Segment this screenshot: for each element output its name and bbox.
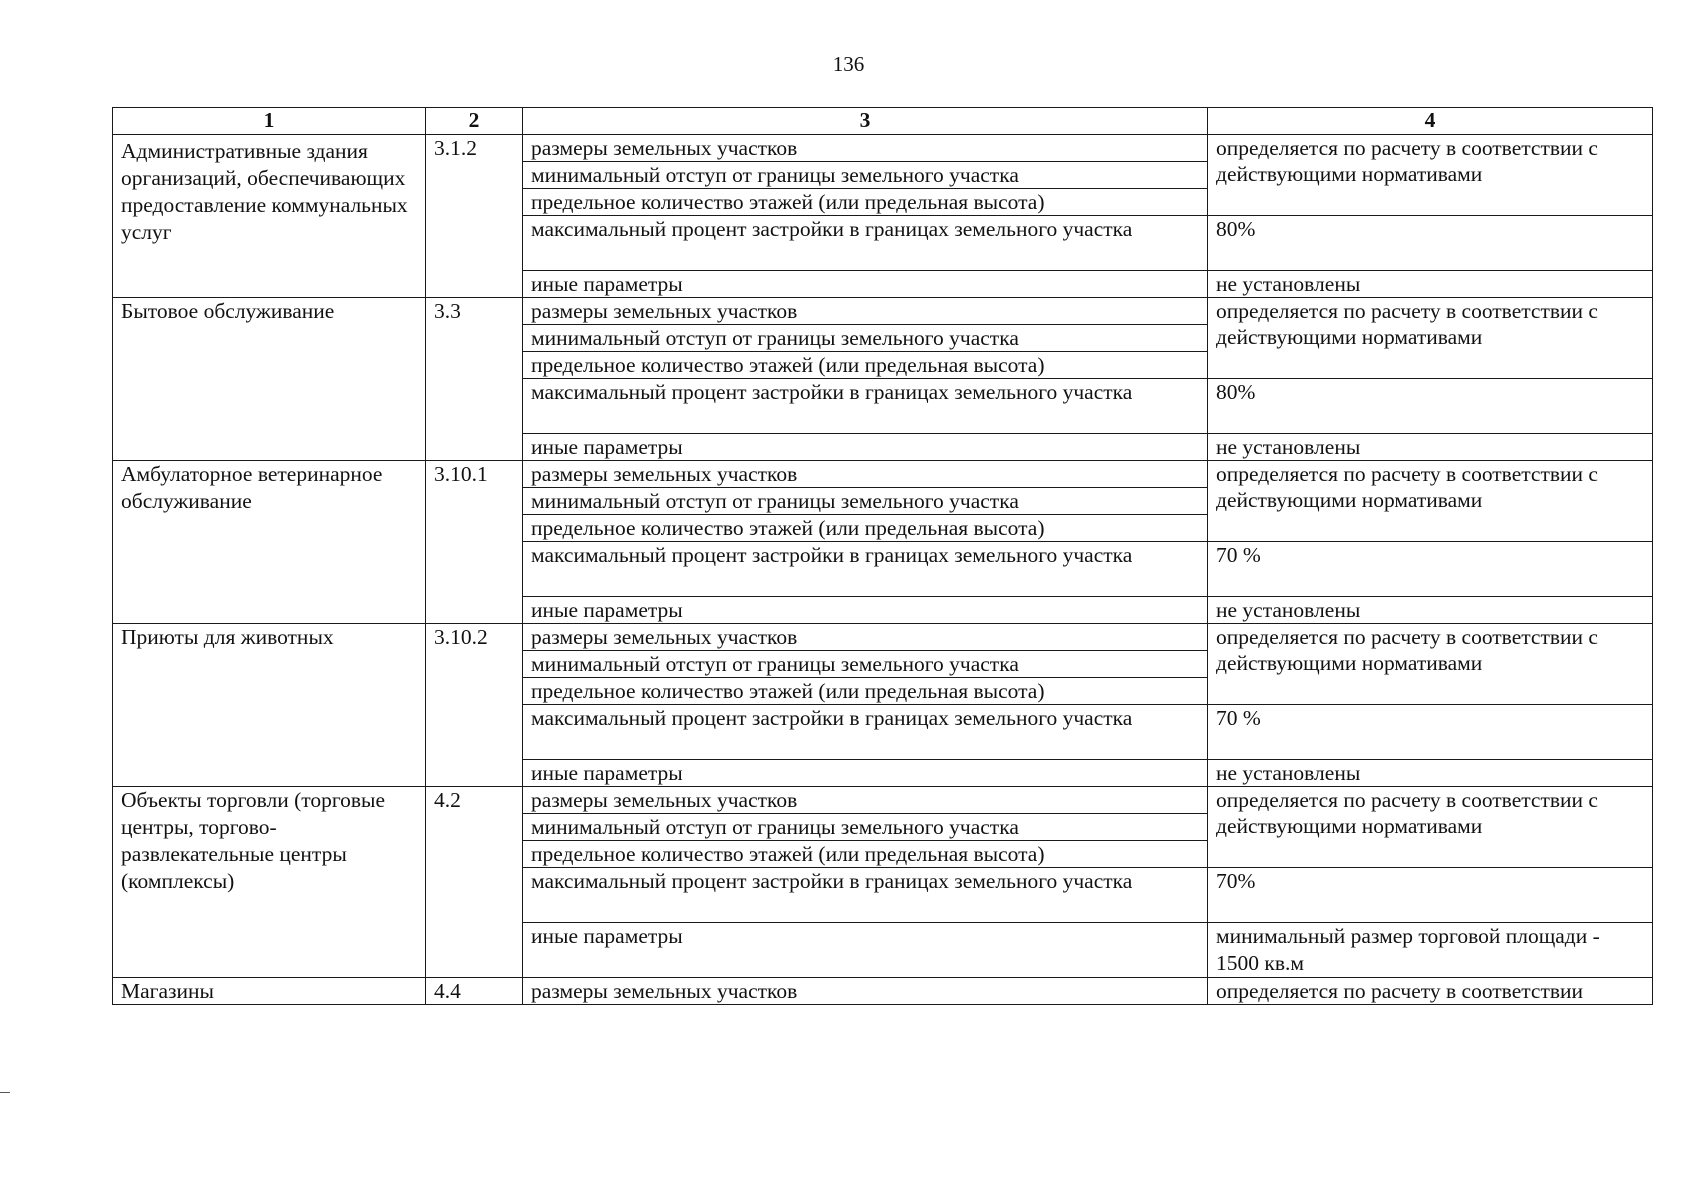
header-row [113,108,1653,135]
value-cell: определяется по расчету в соответствии [1208,978,1653,1005]
param-cell: предельное количество этажей (или предельная высота) [523,189,1208,216]
param-cell: иные параметры [523,271,1208,298]
param-cell: максимальный процент застройки в границах земельного участка [523,542,1208,597]
table-row [113,298,1653,325]
param-cell: минимальный отступ от границы земельного участка [523,325,1208,352]
use-type-code: 3.3 [426,298,523,461]
value-cell: 70 % [1208,705,1653,760]
value-cell: определяется по расчету в соответствии с действующими нормативами [1208,298,1653,379]
use-type-code: 3.10.2 [426,624,523,787]
use-type-name: Приюты для животных [113,624,426,787]
value-cell: не установлены [1208,271,1653,298]
use-type-code: 4.4 [426,978,523,1005]
margin-mark [0,1092,10,1093]
use-type-name: Административные здания организаций, обеспечивающих предоставление коммунальных услуг [113,135,426,298]
use-type-code: 4.2 [426,787,523,978]
param-cell: размеры земельных участков [523,787,1208,814]
table-row [113,461,1653,488]
value-cell: не установлены [1208,760,1653,787]
column-header-1: 1 [113,108,426,135]
use-type-name: Бытовое обслуживание [113,298,426,461]
value-cell: определяется по расчету в соответствии с действующими нормативами [1208,135,1653,216]
table-row [113,624,1653,651]
page-number: 136 [832,52,865,76]
param-cell: предельное количество этажей (или предельная высота) [523,515,1208,542]
use-type-code: 3.1.2 [426,135,523,298]
value-cell: 70 % [1208,542,1653,597]
param-cell: иные параметры [523,760,1208,787]
param-cell: минимальный отступ от границы земельного участка [523,814,1208,841]
param-cell: иные параметры [523,923,1208,978]
value-cell: не установлены [1208,434,1653,461]
param-cell: иные параметры [523,434,1208,461]
param-cell: размеры земельных участков [523,298,1208,325]
column-header-4: 4 [1208,108,1653,135]
param-cell: максимальный процент застройки в границах земельного участка [523,379,1208,434]
param-cell: минимальный отступ от границы земельного участка [523,651,1208,678]
value-cell: минимальный размер торговой площади - 1500 кв.м [1208,923,1653,978]
table-row [113,135,1653,162]
param-cell: размеры земельных участков [523,624,1208,651]
value-cell: 80% [1208,216,1653,271]
param-cell: размеры земельных участков [523,978,1208,1005]
param-cell: максимальный процент застройки в границах земельного участка [523,868,1208,923]
column-header-3: 3 [523,108,1208,135]
param-cell: иные параметры [523,597,1208,624]
use-type-name: Амбулаторное ветеринарное обслуживание [113,461,426,624]
value-cell: 80% [1208,379,1653,434]
param-cell: предельное количество этажей (или предельная высота) [523,678,1208,705]
value-cell: не установлены [1208,597,1653,624]
param-cell: максимальный процент застройки в границах земельного участка [523,216,1208,271]
param-cell: минимальный отступ от границы земельного участка [523,488,1208,515]
value-cell: 70% [1208,868,1653,923]
use-type-name: Магазины [113,978,426,1005]
use-type-name: Объекты торговли (торговые центры, торгово-развлекательные центры (комплексы) [113,787,426,978]
value-cell: определяется по расчету в соответствии с действующими нормативами [1208,461,1653,542]
value-cell: определяется по расчету в соответствии с действующими нормативами [1208,624,1653,705]
table-row [113,787,1653,814]
param-cell: предельное количество этажей (или предельная высота) [523,841,1208,868]
param-cell: размеры земельных участков [523,135,1208,162]
param-cell: минимальный отступ от границы земельного участка [523,162,1208,189]
column-header-2: 2 [426,108,523,135]
param-cell: размеры земельных участков [523,461,1208,488]
table-row [113,978,1653,1005]
use-type-code: 3.10.1 [426,461,523,624]
land-use-regulations-table [112,107,1653,1005]
param-cell: предельное количество этажей (или предельная высота) [523,352,1208,379]
value-cell: определяется по расчету в соответствии с действующими нормативами [1208,787,1653,868]
param-cell: максимальный процент застройки в границах земельного участка [523,705,1208,760]
